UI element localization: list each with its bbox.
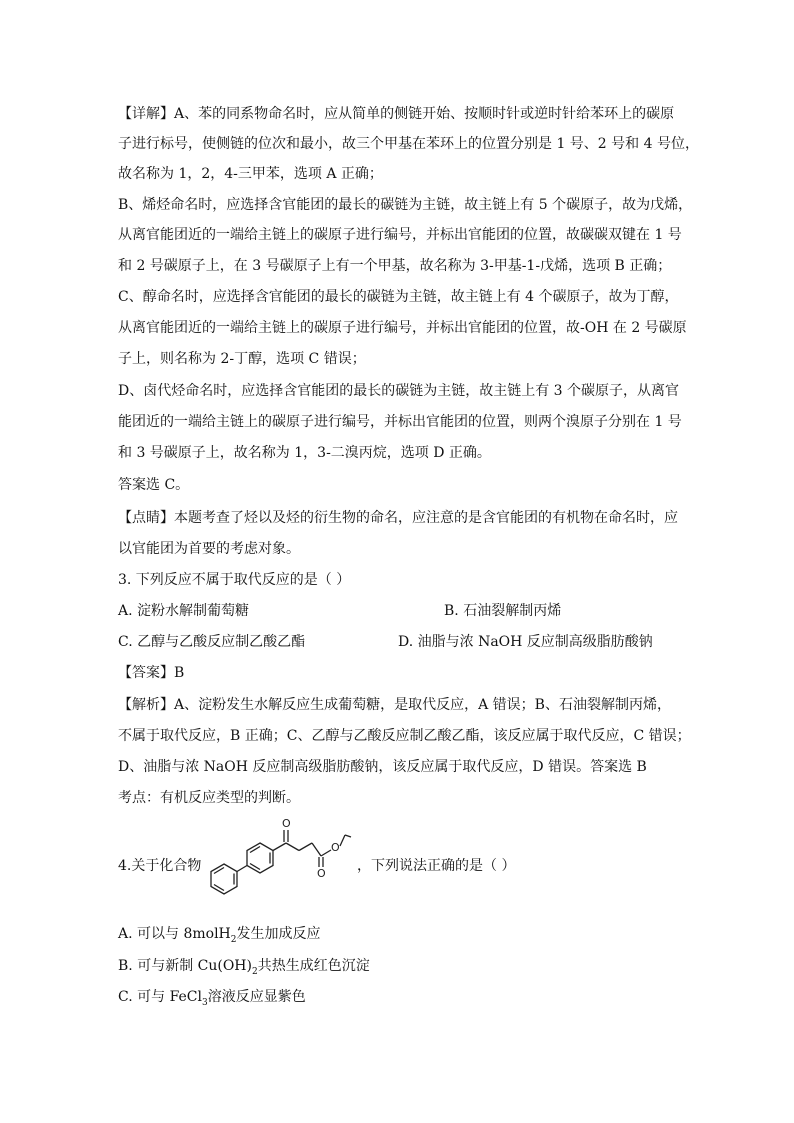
explanation-line: 从离官能团近的一端给主链上的碳原子进行编号，并标出官能团的位置，故-OH 在 2 号碳原 [118, 320, 687, 336]
subscript: 3 [202, 997, 208, 1008]
explanation-line: B、烯烃命名时，应选择含官能团的最长的碳链为主链，故主链上有 5 个碳原子，故为戊烯， [118, 197, 693, 213]
chain-bond [312, 843, 321, 856]
question-3-analysis-line: 【解析】A、淀粉发生水解反应生成葡萄糖，是取代反应，A 错误；B、石油裂解制丙烯， [118, 697, 671, 713]
explanation-line: 和 3 号碳原子上，故名称为 1，3-二溴丙烷，选项 D 正确。 [118, 445, 491, 461]
option-text: 发生加成反应 [236, 926, 321, 942]
question-4-option-c [118, 987, 306, 1007]
explanation-line: 子上，则名称为 2-丁醇，选项 C 错误； [118, 351, 366, 367]
subscript: 2 [230, 934, 237, 945]
option-text: B. 可与新制 Cu(OH) [118, 958, 252, 974]
explanation-line: 能团近的一端给主链上的碳原子进行编号，并标出官能团的位置，则两个溴原子分别在 1 号 [118, 414, 682, 430]
option-text: 溶液反应显紫色 [207, 989, 306, 1005]
explanation-line: 子进行标号，使侧链的位次和最小，故三个甲基在苯环上的位置分别是 1 号、2 号和 4 号位， [118, 136, 699, 152]
atom-label: O [317, 867, 326, 880]
phenyl-ring-upper [247, 843, 273, 873]
chain-bond [286, 843, 299, 851]
final-answer: 答案选 C。 [118, 477, 190, 493]
explanation-line: 从离官能团近的一端给主链上的碳原子进行编号，并标出官能团的位置，故碳碳双键在 1 号 [118, 227, 682, 243]
phenyl-ring-lower [211, 864, 237, 894]
question-3-stem: 3. 下列反应不属于取代反应的是（ ） [118, 572, 351, 588]
question-4-stem-prefix: 4.关于化合物 [118, 858, 202, 874]
option-text: A. 可以与 8molH [118, 926, 231, 942]
comment-line: 【点睛】本题考查了烃以及烃的衍生物的命名，应注意的是含官能团的有机物在命名时，应 [118, 510, 678, 526]
question-3-analysis-line: 不属于取代反应，B 正确；C、乙醇与乙酸反应制乙酸乙酯，该反应属于取代反应，C 错误； [118, 728, 691, 744]
compound-structure-diagram [203, 813, 353, 917]
comment-line: 以官能团为首要的考虑对象。 [118, 541, 300, 557]
explanation-line: C、醇命名时，应选择含官能团的最长的碳链为主链，故主链上有 4 个碳原子，故为丁醇， [118, 289, 679, 305]
explanation-line: 故名称为 1，2，4-三甲苯，选项 A 正确； [118, 166, 383, 182]
question-3-answer: 【答案】B [118, 665, 185, 681]
ethyl-bond [345, 835, 351, 837]
ester-bond [321, 850, 331, 856]
option-text: 共热生成红色沉淀 [257, 958, 370, 974]
question-3-option-c: C. 乙醇与乙酸反应制乙酸乙酯 [118, 634, 306, 650]
biaryl-bond [237, 866, 247, 872]
subscript: 2 [251, 966, 258, 977]
question-3-knowledge-point: 考点：有机反应类型的判断。 [118, 790, 300, 806]
chain-bond [299, 843, 312, 851]
question-3-option-b: B. 石油裂解制丙烯 [444, 603, 562, 619]
explanation-line: D、卤代烃命名时，应选择含官能团的最长的碳链为主链，故主链上有 3 个碳原子，从离官 [118, 383, 680, 399]
question-4-stem-suffix: ，下列说法正确的是（ ） [357, 858, 516, 874]
question-3-analysis-line: D、油脂与浓 NaOH 反应制高级脂肪酸钠，该反应属于取代反应，D 错误。答案选 B [118, 759, 647, 775]
question-4-option-b [118, 956, 370, 976]
question-3-option-d: D. 油脂与浓 NaOH 反应制高级脂肪酸钠 [398, 634, 653, 650]
ethyl-bond [340, 835, 345, 846]
question-3-option-a: A. 淀粉水解制葡萄糖 [118, 603, 250, 619]
aryl-carbonyl-bond [273, 843, 286, 851]
question-4-option-a [118, 924, 321, 944]
option-text: C. 可与 FeCl [118, 989, 202, 1005]
atom-label: O [331, 841, 340, 854]
atom-label: O [282, 817, 291, 830]
explanation-line: 【详解】A、苯的同系物命名时，应从简单的侧链开始、按顺时针或逆时针给苯环上的碳原 [118, 106, 675, 122]
explanation-line: 和 2 号碳原子上，在 3 号碳原子上有一个甲基，故名称为 3-甲基-1-戊烯，选项 B 正确； [118, 258, 672, 274]
